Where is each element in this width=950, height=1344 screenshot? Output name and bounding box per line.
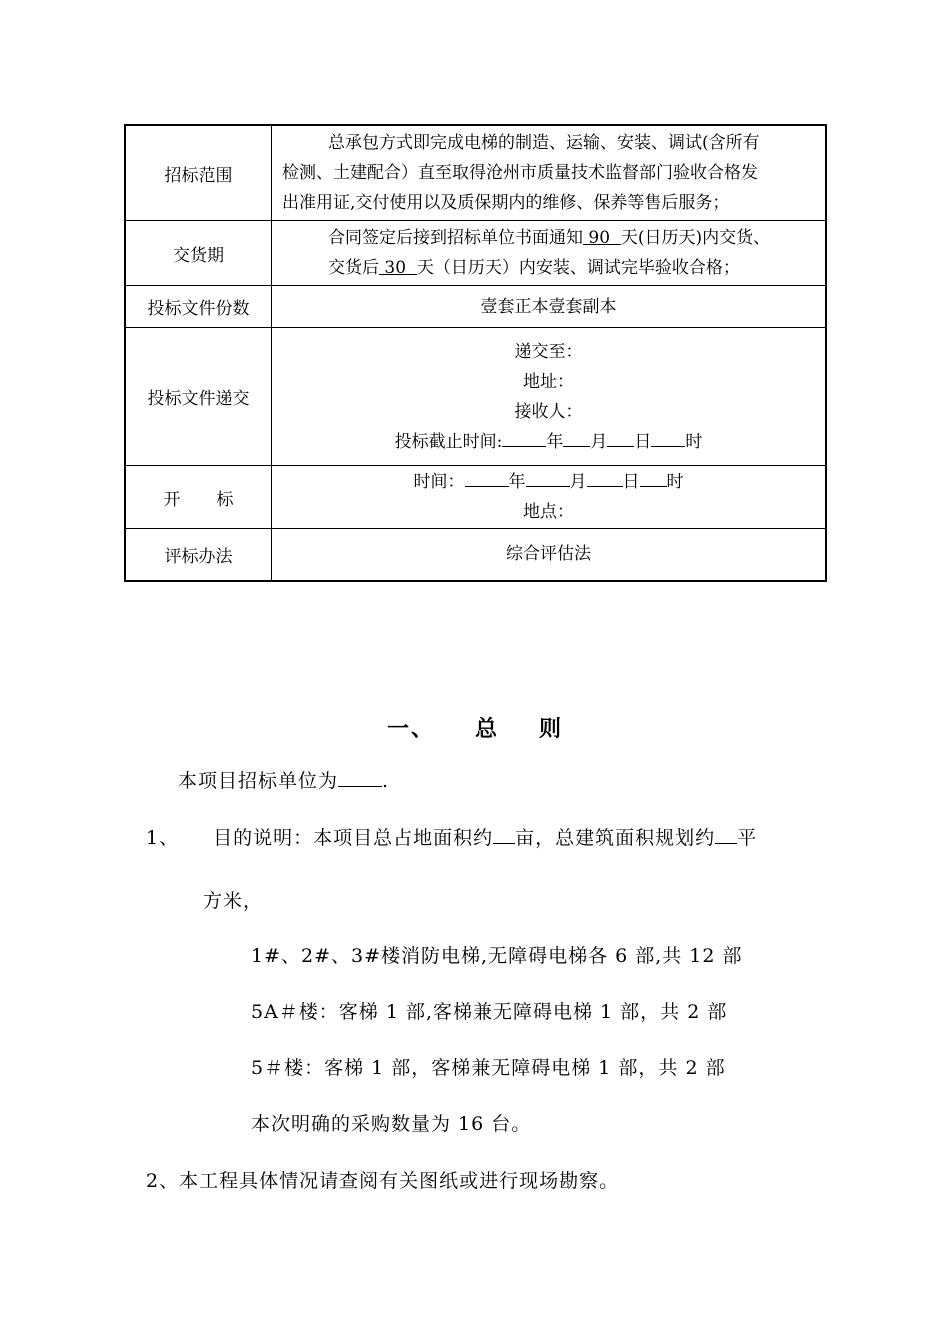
- delivery-line1-a: 合同签定后接到招标单位书面通知: [328, 228, 583, 248]
- row-label-scope: 招标范围: [125, 125, 272, 221]
- receiver: 接收人：: [514, 401, 583, 422]
- row-label-evaluation: 评标办法: [125, 529, 272, 581]
- table-row-opening: [125, 466, 826, 529]
- row-value-opening: [272, 466, 827, 529]
- opening-time: 时间： 年 月 日 时: [272, 467, 825, 497]
- delivery-line1-b: 天(日历天)内交货、: [620, 228, 771, 248]
- elevator-line-3: 5＃楼：客梯 1 部，客梯兼无障碍电梯 1 部，共 2 部: [251, 1057, 726, 1079]
- purchase-quantity-line: 本次明确的采购数量为 16 台。: [251, 1113, 532, 1135]
- table-row-scope: [125, 125, 826, 221]
- row-value-submission: [272, 328, 827, 466]
- delivery-line2-a: 交货后: [328, 258, 379, 278]
- row-label-submission: 投标文件递交: [125, 328, 272, 466]
- bid-info-table: [124, 124, 827, 582]
- section-heading: 一、 总 则: [386, 717, 564, 742]
- install-days: 30: [384, 258, 407, 278]
- deadline: 投标截止时间: 年 月 日 时: [272, 427, 825, 457]
- address: 地址：: [523, 371, 574, 392]
- table-row-submission: [125, 328, 826, 466]
- row-value-copies: 壹套正本壹套副本: [272, 286, 827, 328]
- delivery-days: 90: [588, 228, 611, 248]
- row-value-delivery: [272, 221, 827, 286]
- opening-place: 地点：: [523, 502, 574, 522]
- row-label-delivery: 交货期: [125, 221, 272, 286]
- scope-line-2: 检测、土建配合）直至取得沧州市质量技术监督部门验收合格发: [282, 163, 758, 183]
- table-row-evaluation: [125, 529, 826, 581]
- row-value-scope: [272, 125, 827, 221]
- item2-line: 2、本工程具体情况请查阅有关图纸或进行现场勘察。: [146, 1170, 620, 1192]
- table-row-copies: [125, 286, 826, 328]
- item1-number: 1、: [146, 827, 180, 849]
- item1-continuation: 方米，: [203, 890, 264, 912]
- table-row-delivery: [125, 221, 826, 286]
- delivery-line2-b: 天（日历天）内安装、调试完毕验收合格；: [416, 258, 740, 278]
- deliver-to: 递交至：: [514, 341, 583, 362]
- row-value-evaluation: 综合评估法: [272, 529, 827, 581]
- elevator-line-2: 5A＃楼：客梯 1 部,客梯兼无障碍电梯 1 部，共 2 部: [251, 1001, 728, 1023]
- intro-line: 本项目招标单位为 .: [178, 770, 390, 792]
- item1-line: 1、 目的说明：本项目总占地面积约 亩，总建筑面积规划约 平: [146, 827, 758, 849]
- elevator-line-1: 1#、2#、3#楼消防电梯,无障碍电梯各 6 部,共 12 部: [251, 945, 743, 967]
- row-label-copies: 投标文件份数: [125, 286, 272, 328]
- scope-line-3: 出准用证,交付使用以及质保期内的维修、保养等售后服务；: [282, 193, 730, 213]
- scope-line-1: 总承包方式即完成电梯的制造、运输、安装、调试(含所有: [328, 133, 760, 153]
- row-label-opening: 开 标: [125, 466, 272, 529]
